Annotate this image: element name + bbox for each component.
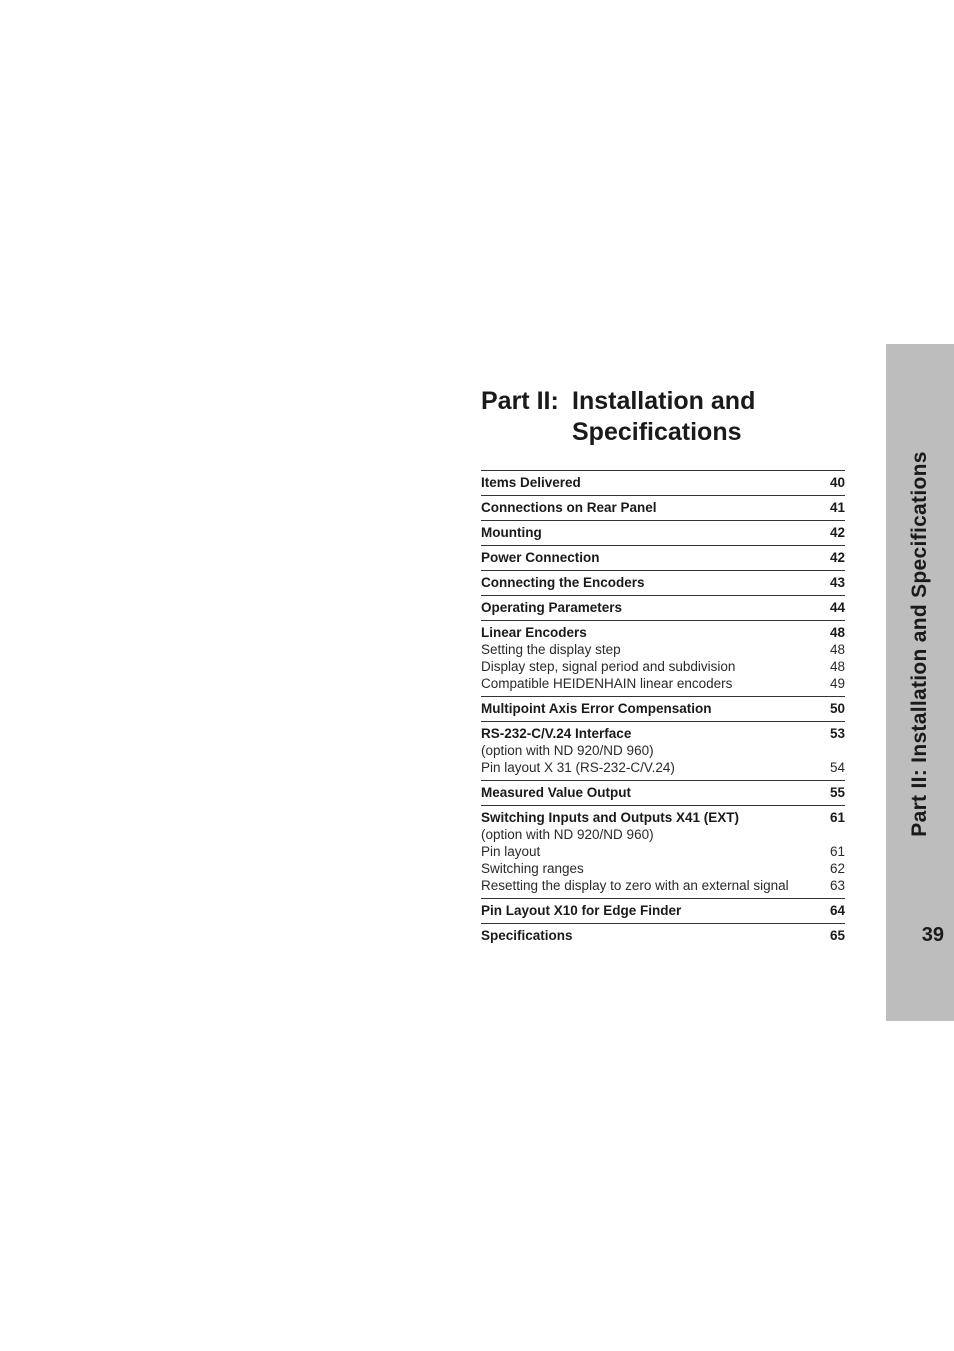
toc-subentry[interactable] xyxy=(481,860,845,877)
toc-entry[interactable] xyxy=(481,521,845,546)
toc-entry[interactable] xyxy=(481,899,845,924)
toc-subentry-page: 48 xyxy=(829,659,845,674)
toc-entry-page: 50 xyxy=(829,701,845,716)
toc-subentry-page: 49 xyxy=(829,676,845,691)
toc-entry-page: 61 xyxy=(829,810,845,825)
toc-entry-page: 40 xyxy=(829,475,845,490)
toc-entry[interactable] xyxy=(481,546,845,571)
toc-entry[interactable] xyxy=(481,781,845,806)
toc-subentry-page: 54 xyxy=(829,760,845,775)
toc-entry-title: Items Delivered xyxy=(481,475,581,490)
toc-subentry[interactable] xyxy=(481,675,845,692)
toc-subentry-text: Compatible HEIDENHAIN linear encoders xyxy=(481,676,733,691)
toc-entry[interactable] xyxy=(481,806,845,899)
toc-entry-page: 43 xyxy=(829,575,845,590)
toc-subentry-page: 62 xyxy=(829,861,845,876)
toc-entry-title: Connections on Rear Panel xyxy=(481,500,657,515)
toc-entry[interactable] xyxy=(481,496,845,521)
toc-entry-title: Pin Layout X10 for Edge Finder xyxy=(481,903,682,918)
toc-subentry-page: 48 xyxy=(829,642,845,657)
toc-subentry-page: 63 xyxy=(829,878,845,893)
toc-subentry[interactable] xyxy=(481,843,845,860)
toc-entry[interactable] xyxy=(481,471,845,496)
toc-subentry-text: Pin layout X 31 (RS-232-C/V.24) xyxy=(481,760,675,775)
toc-subentry[interactable] xyxy=(481,641,845,658)
toc-entry[interactable] xyxy=(481,722,845,781)
toc-subentry-text: Switching ranges xyxy=(481,861,584,876)
toc-entry-page: 65 xyxy=(829,928,845,943)
toc-subentry-text: Pin layout xyxy=(481,844,541,859)
toc-entry-page: 42 xyxy=(829,525,845,540)
title-line-2: Specifications xyxy=(572,418,742,446)
toc-entry-title: Operating Parameters xyxy=(481,600,623,615)
toc-subentry[interactable] xyxy=(481,742,845,759)
side-tab xyxy=(886,344,954,1021)
toc-entry[interactable] xyxy=(481,596,845,621)
toc-subentry-text: (option with ND 920/ND 960) xyxy=(481,743,654,758)
toc-subentry-text: Resetting the display to zero with an external signal xyxy=(481,878,789,893)
toc-entry-page: 64 xyxy=(829,903,845,918)
toc-entry[interactable] xyxy=(481,697,845,722)
toc-entry-title: Linear Encoders xyxy=(481,625,587,640)
toc-entry-page: 44 xyxy=(829,600,845,615)
toc-entry[interactable] xyxy=(481,924,845,948)
toc-entry-title: Connecting the Encoders xyxy=(481,575,645,590)
toc-subentry[interactable] xyxy=(481,658,845,675)
side-tab-label: Part II: Installation and Specifications xyxy=(908,451,931,837)
toc-entry-page: 41 xyxy=(829,500,845,515)
toc-subentry-text: (option with ND 920/ND 960) xyxy=(481,827,654,842)
toc-entry[interactable] xyxy=(481,571,845,596)
page-number: 39 xyxy=(921,924,944,946)
toc-subentry[interactable] xyxy=(481,759,845,776)
page-title xyxy=(481,386,861,448)
toc-entry-page: 55 xyxy=(829,785,845,800)
title-line-1: Installation and xyxy=(572,387,756,415)
toc-entry-title: Power Connection xyxy=(481,550,600,565)
table-of-contents xyxy=(481,470,845,948)
toc-entry-page: 42 xyxy=(829,550,845,565)
toc-entry-title: Measured Value Output xyxy=(481,785,632,800)
toc-entry-title: Multipoint Axis Error Compensation xyxy=(481,701,712,716)
toc-subentry[interactable] xyxy=(481,826,845,843)
toc-subentry[interactable] xyxy=(481,877,845,894)
toc-entry-title: Specifications xyxy=(481,928,573,943)
toc-entry[interactable] xyxy=(481,621,845,697)
toc-entry-title: Switching Inputs and Outputs X41 (EXT) xyxy=(481,810,740,825)
toc-entry-page: 53 xyxy=(829,726,845,741)
toc-subentry-text: Display step, signal period and subdivision xyxy=(481,659,736,674)
toc-subentry-page: 61 xyxy=(829,844,845,859)
title-part-label: Part II: xyxy=(481,387,559,415)
toc-entry-title: Mounting xyxy=(481,525,542,540)
toc-subentry-text: Setting the display step xyxy=(481,642,621,657)
toc-entry-page: 48 xyxy=(829,625,845,640)
toc-entry-title: RS-232-C/V.24 Interface xyxy=(481,726,632,741)
